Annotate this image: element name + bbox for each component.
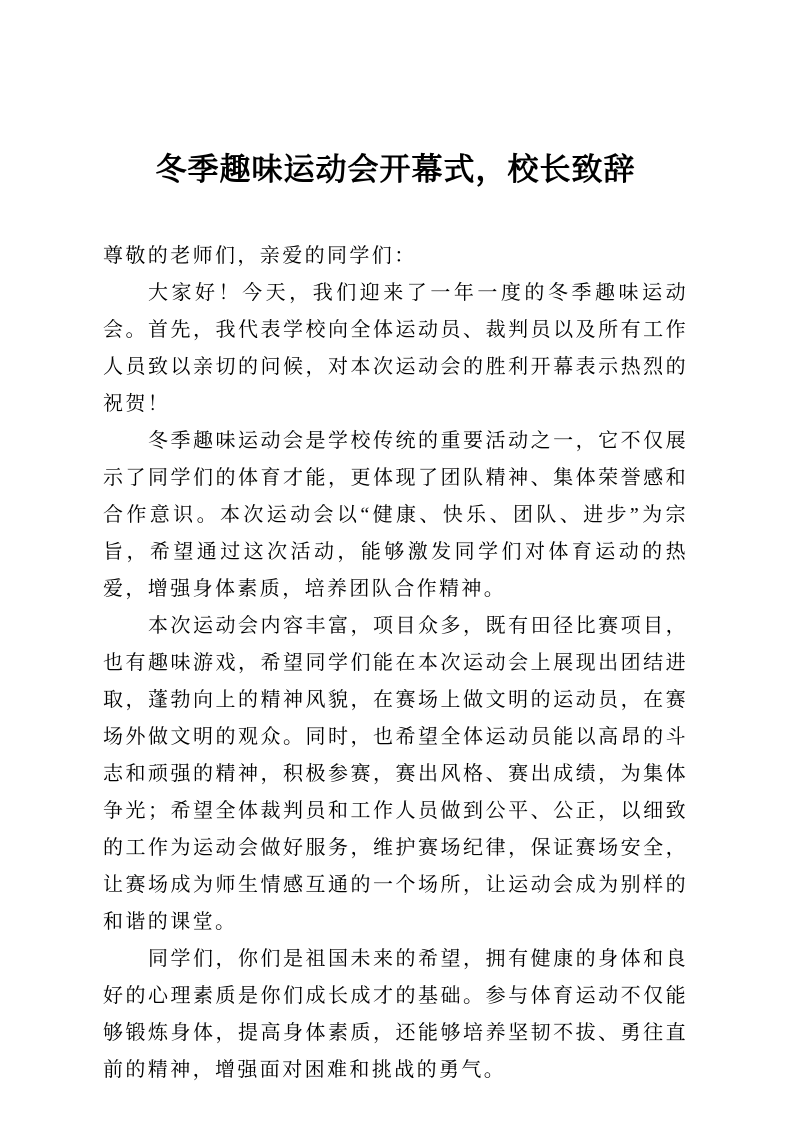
- document-body: [103, 238, 688, 1089]
- paragraph-purpose: 冬季趣味运动会是学校传统的重要活动之一，它不仅展示了同学们的体育才能，更体现了团队精神、集体荣誉感和合作意识。本次运动会以“健康、快乐、团队、进步”为宗旨，希望通过这次活动，能够激发同学们对体育运动的热爱，增强身体素质，培养团队合作精神。: [103, 430, 688, 600]
- paragraph-greeting: 大家好！今天，我们迎来了一年一度的冬季趣味运动会。首先，我代表学校向全体运动员、裁判员以及所有工作人员致以亲切的问候，对本次运动会的胜利开幕表示热烈的祝贺！: [103, 282, 688, 415]
- salutation-line: 尊敬的老师们，亲爱的同学们：: [103, 245, 417, 267]
- paragraph-students: 同学们，你们是祖国未来的希望，拥有健康的身体和良好的心理素质是你们成长成才的基础。参与体育运动不仅能够锻炼身体，提高身体素质，还能够培养坚韧不拔、勇往直前的精神，增强面对困难和挑战的勇气。: [103, 948, 688, 1081]
- paragraph-expectations: 本次运动会内容丰富，项目众多，既有田径比赛项目，也有趣味游戏，希望同学们能在本次运动会上展现出团结进取，蓬勃向上的精神风貌，在赛场上做文明的运动员，在赛场外做文明的观众。同时，也希望全体运动员能以高昂的斗志和顽强的精神，积极参赛，赛出风格、赛出成绩，为集体争光；希望全体裁判员和工作人员做到公平、公正，以细致的工作为运动会做好服务，维护赛场纪律，保证赛场安全，让赛场成为师生情感互通的一个场所，让运动会成为别样的和谐的课堂。: [103, 615, 688, 933]
- document-title: 冬季趣味运动会开幕式，校长致辞: [155, 152, 636, 187]
